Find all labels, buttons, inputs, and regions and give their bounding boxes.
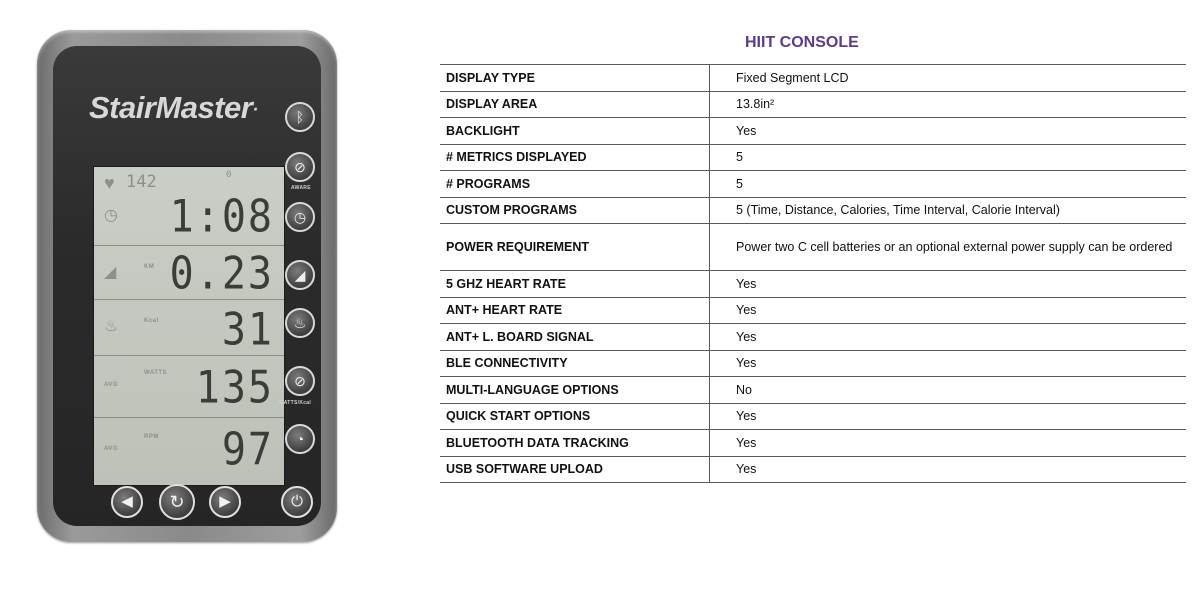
watts-gauge-icon[interactable]: ⊘ [285, 366, 315, 396]
lcd-calories-row [94, 299, 284, 356]
table-row [440, 271, 1186, 298]
row-key: QUICK START OPTIONS [440, 403, 710, 430]
stopwatch-button-icon[interactable]: ◷ [285, 202, 315, 232]
table-row [440, 297, 1186, 324]
table-row [440, 91, 1186, 118]
right-arrow-icon[interactable]: ▶ [209, 486, 241, 518]
rpm-avg-label: AVG [104, 446, 119, 452]
rpm-value: 97 [221, 424, 274, 476]
brand-logo: StairMaster· [89, 90, 258, 125]
lcd-zero: 0 [226, 170, 232, 180]
reset-icon[interactable]: ↻ [159, 484, 195, 520]
table-row [440, 65, 1186, 92]
flame-icon: ♨ [104, 318, 119, 335]
table-row [440, 430, 1186, 457]
flame-button-icon[interactable]: ♨ [285, 308, 315, 338]
table-row [440, 403, 1186, 430]
row-value: No [710, 377, 1187, 404]
row-key: ANT+ L. BOARD SIGNAL [440, 324, 710, 351]
lcd-distance-row [94, 245, 284, 300]
row-key: BLE CONNECTIVITY [440, 350, 710, 377]
row-value: 5 [710, 144, 1187, 171]
power-icon[interactable]: ⏻ [281, 486, 313, 518]
row-value: Yes [710, 297, 1187, 324]
row-key: DISPLAY TYPE [440, 65, 710, 92]
distance-unit: KM [144, 264, 155, 270]
row-value: 5 (Time, Distance, Calories, Time Interval, Calorie Interval) [710, 197, 1187, 224]
row-value: Yes [710, 430, 1187, 457]
row-key: BLUETOOTH DATA TRACKING [440, 430, 710, 457]
time-value: 1:08 [169, 191, 274, 243]
lcd-time-row [94, 167, 284, 245]
table-row [440, 324, 1186, 351]
row-key: 5 GHZ HEART RATE [440, 271, 710, 298]
table-row [440, 197, 1186, 224]
console-device [37, 30, 337, 542]
gauge-icon[interactable]: ⊘ [285, 152, 315, 182]
row-key: BACKLIGHT [440, 118, 710, 145]
distance-value: 0.23 [169, 248, 274, 300]
row-key: USB SOFTWARE UPLOAD [440, 456, 710, 483]
lcd-rpm-row [94, 417, 284, 486]
watts-kcal-label: WATTS/Kcal [279, 400, 312, 406]
left-arrow-icon[interactable]: ◀ [111, 486, 143, 518]
row-key: MULTI-LANGUAGE OPTIONS [440, 377, 710, 404]
table-row [440, 118, 1186, 145]
row-value: Yes [710, 118, 1187, 145]
calorie-unit: Kcal [144, 318, 159, 324]
console-face [53, 46, 321, 526]
row-value: Yes [710, 324, 1187, 351]
row-key: CUSTOM PROGRAMS [440, 197, 710, 224]
distance-button-icon[interactable]: ◢ [285, 260, 315, 290]
row-value: Power two C cell batteries or an optional external power supply can be ordered [710, 224, 1187, 271]
table-row [440, 171, 1186, 198]
row-value: Yes [710, 456, 1187, 483]
spec-table [440, 64, 1186, 483]
row-value: 13.8in² [710, 91, 1187, 118]
row-value: Yes [710, 403, 1187, 430]
watts-avg-label: AVG [104, 382, 119, 388]
calories-value: 31 [221, 304, 274, 356]
stopwatch-icon: ◷ [104, 207, 118, 224]
table-row [440, 456, 1186, 483]
table-row [440, 224, 1186, 271]
row-key: # PROGRAMS [440, 171, 710, 198]
row-value: Yes [710, 271, 1187, 298]
road-icon: ◢ [104, 264, 117, 281]
table-row [440, 144, 1186, 171]
heart-rate-value: 142 [126, 172, 157, 192]
watts-label: WATTS [144, 370, 168, 376]
row-key: ANT+ HEART RATE [440, 297, 710, 324]
row-value: Fixed Segment LCD [710, 65, 1187, 92]
heart-icon: ♥ [104, 173, 115, 193]
table-title: HIIT CONSOLE [745, 34, 859, 51]
lcd-screen [93, 166, 285, 486]
row-value: Yes [710, 350, 1187, 377]
row-key: POWER REQUIREMENT [440, 224, 710, 271]
table-row [440, 350, 1186, 377]
aware-label: AWARE [291, 185, 311, 191]
lcd-watts-row [94, 355, 284, 418]
row-value: 5 [710, 171, 1187, 198]
rpm-label: RPM [144, 434, 159, 440]
bluetooth-icon[interactable]: ᛒ [285, 102, 315, 132]
table-row [440, 377, 1186, 404]
dial-icon[interactable]: ◔ [285, 424, 315, 454]
row-key: DISPLAY AREA [440, 91, 710, 118]
row-key: # METRICS DISPLAYED [440, 144, 710, 171]
watts-value: 135 [195, 362, 274, 414]
